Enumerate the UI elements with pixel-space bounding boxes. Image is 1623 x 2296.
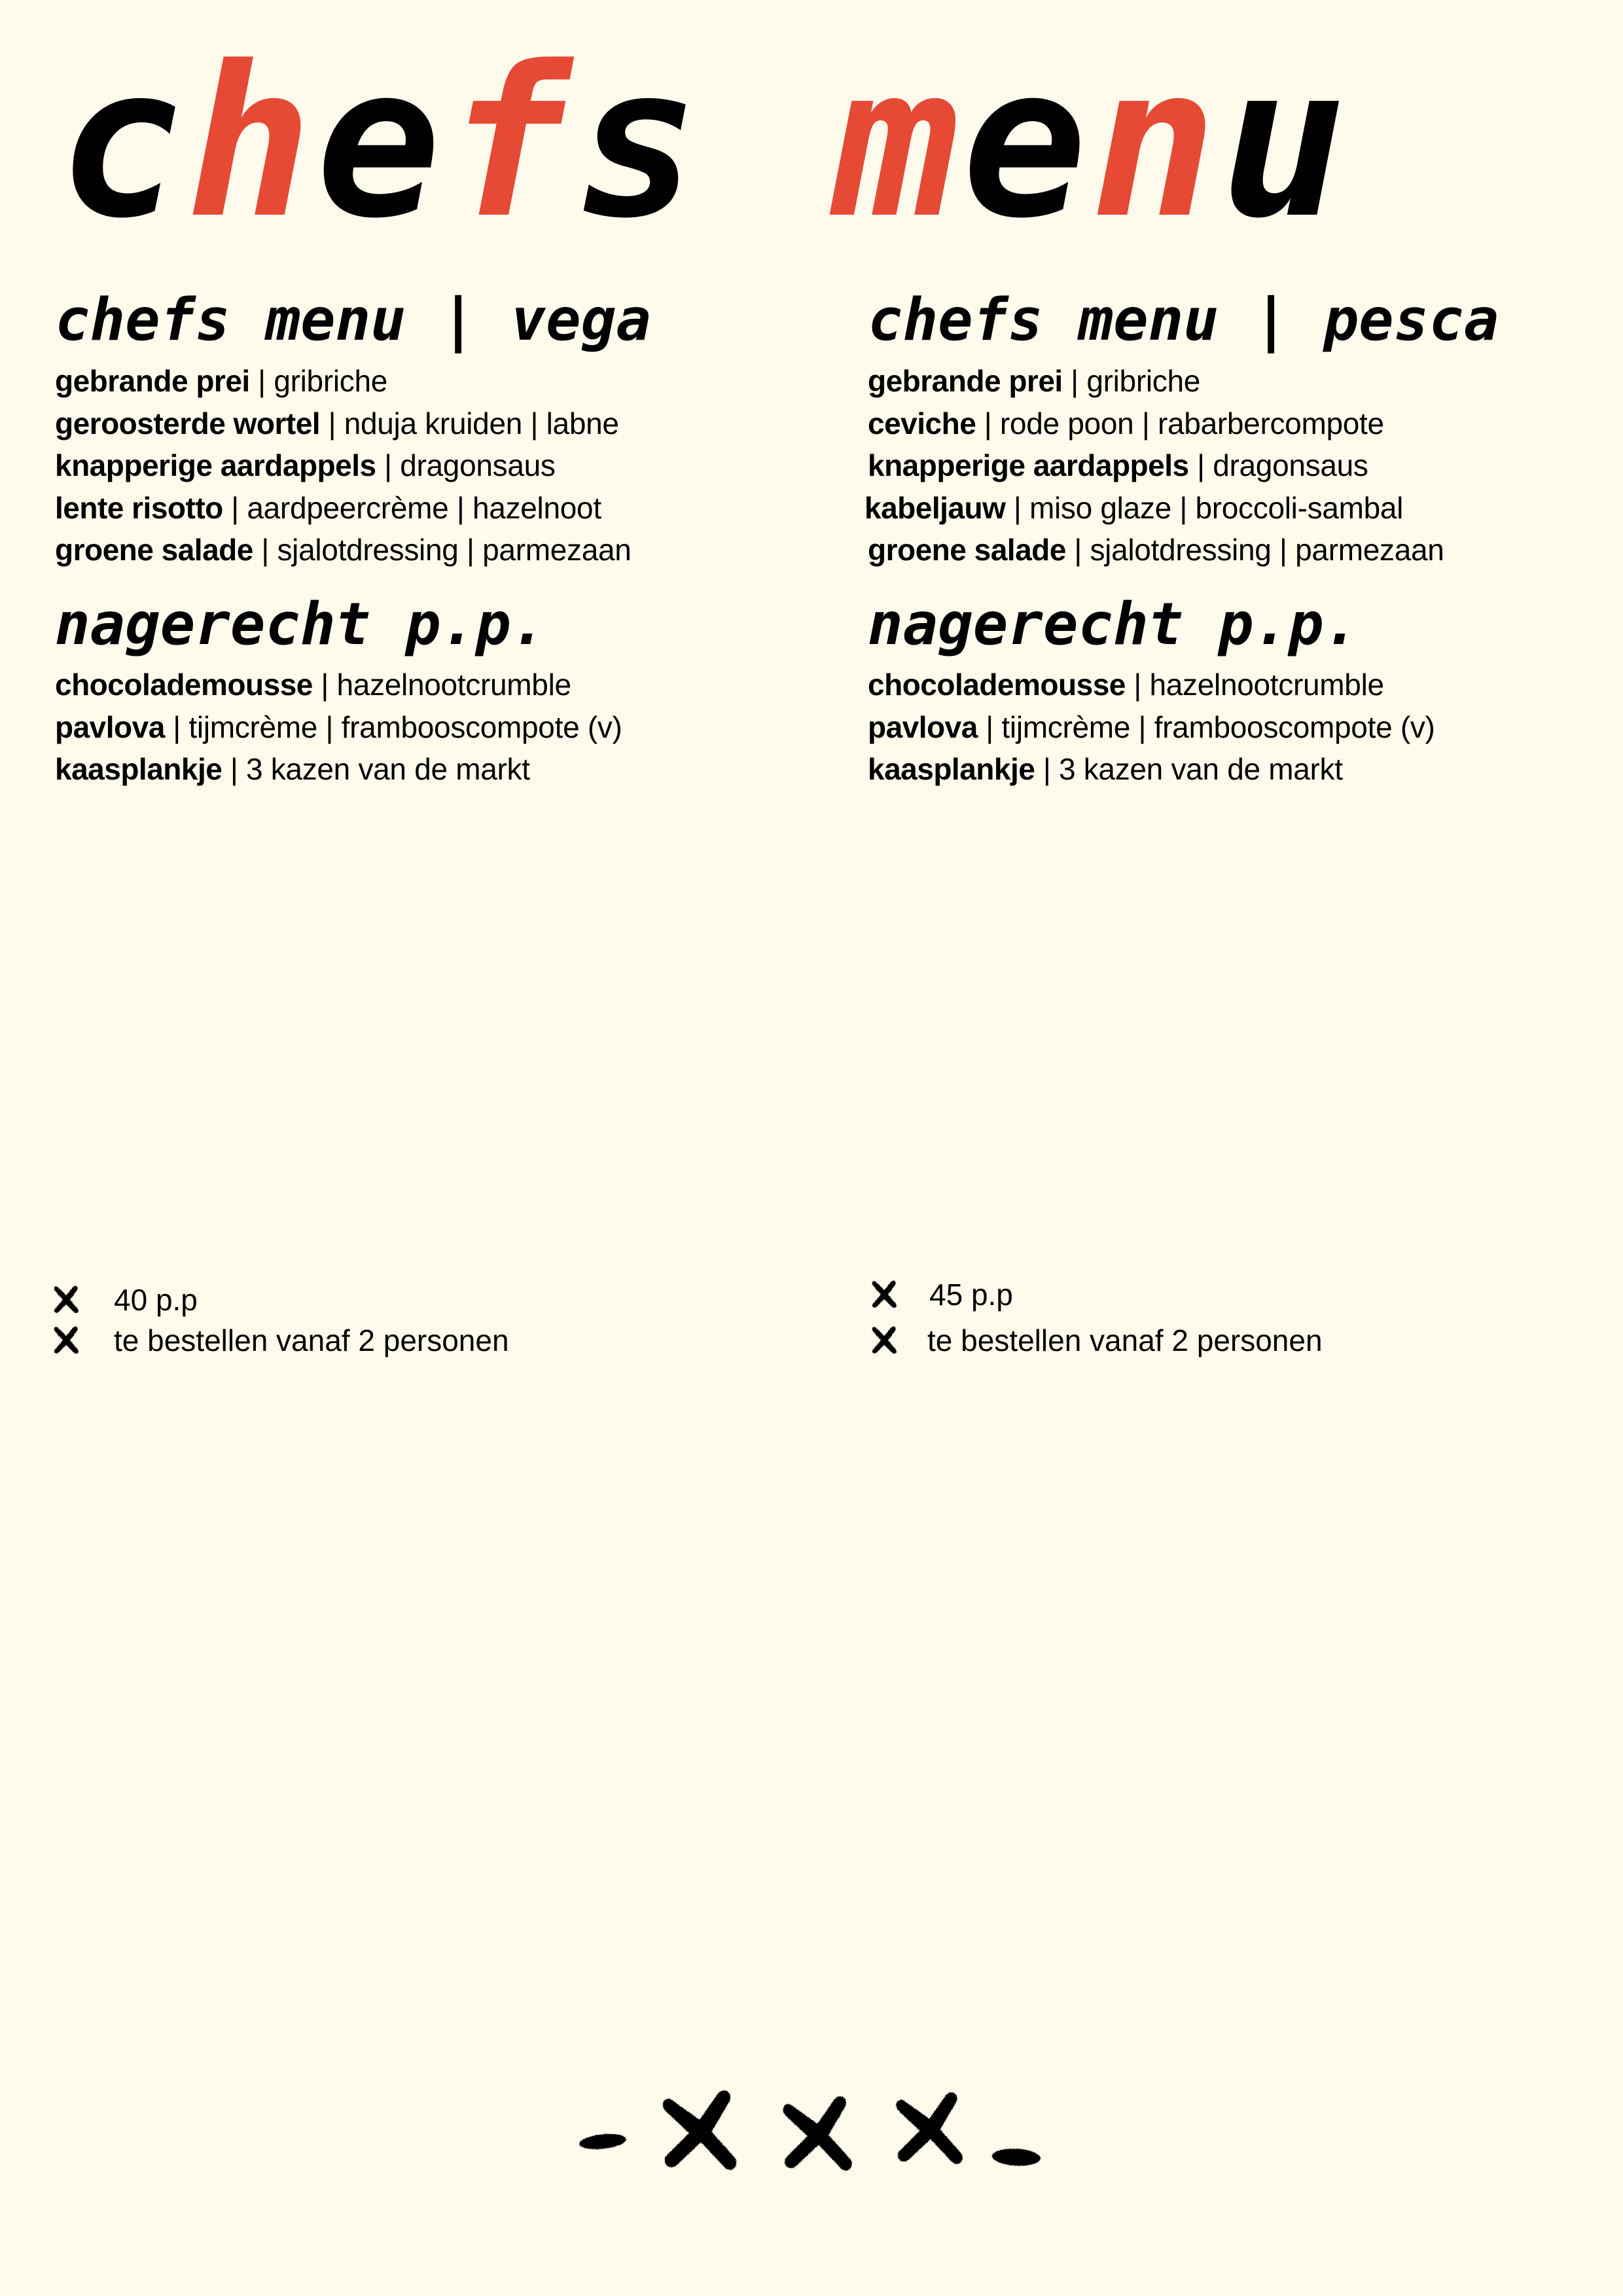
course-item <box>865 487 1444 529</box>
dish-description: | gribriche <box>1062 364 1201 398</box>
menu-heading-pesca: chefs menu | pesca <box>868 285 1499 353</box>
dessert-item <box>868 664 1435 706</box>
dessert-list-vega <box>55 664 622 791</box>
dish-name: lente risotto <box>55 490 223 525</box>
dessert-item <box>868 706 1435 749</box>
dessert-name: kaasplankje <box>868 752 1035 787</box>
course-item <box>55 403 632 445</box>
dessert-name: chocolademousse <box>55 668 313 702</box>
title-letter-e2: e <box>962 22 1092 264</box>
course-list-pesca <box>865 360 1444 571</box>
note-minimum-persons <box>50 1322 509 1361</box>
note-minimum-persons <box>868 1322 1323 1361</box>
menu-heading-vega: chefs menu | vega <box>55 285 651 353</box>
dessert-item <box>55 748 622 791</box>
dish-name: groene salade <box>868 533 1066 567</box>
dish-name: knapperige aardappels <box>55 448 376 483</box>
dessert-heading-vega: nagerecht p.p. <box>55 590 546 658</box>
course-item <box>55 487 632 529</box>
dessert-description: | hazelnootcrumble <box>312 668 571 702</box>
dessert-list-pesca <box>868 664 1435 791</box>
dish-name: groene salade <box>55 533 253 567</box>
title-letter-n: n <box>1091 22 1221 264</box>
title-letter-c: c <box>58 22 187 264</box>
dish-name: gebrande prei <box>55 364 250 398</box>
course-item <box>55 529 632 571</box>
dessert-description: | hazelnootcrumble <box>1125 668 1384 702</box>
dish-name: gebrande prei <box>868 364 1063 398</box>
dish-description: | aardpeercrème | hazelnoot <box>223 490 601 525</box>
dash-right-icon <box>991 2147 1041 2167</box>
dessert-heading-pesca: nagerecht p.p. <box>868 590 1359 658</box>
x-mark-icon <box>50 1323 82 1356</box>
dessert-name: pavlova <box>55 709 165 744</box>
title-letter-s: s <box>574 22 704 264</box>
title-space <box>704 22 832 264</box>
dish-name: ceviche <box>868 406 976 440</box>
dish-description: | sjalotdressing | parmezaan <box>253 533 632 567</box>
course-item <box>868 529 1444 571</box>
x-mark-icon <box>783 2096 851 2170</box>
course-item <box>868 360 1444 403</box>
course-item <box>868 403 1444 445</box>
dessert-description: | tijmcrème | frambooscompote (v) <box>977 709 1435 744</box>
x-mark-icon <box>663 2090 736 2170</box>
note-text: te bestellen vanaf 2 personen <box>114 1323 509 1357</box>
dessert-name: kaasplankje <box>55 752 223 787</box>
note-price <box>50 1282 198 1321</box>
course-list-vega <box>55 360 632 571</box>
dish-name: knapperige aardappels <box>868 448 1189 483</box>
note-text: te bestellen vanaf 2 personen <box>927 1323 1323 1357</box>
dash-left-icon <box>579 2132 627 2151</box>
title-letter-u: u <box>1221 22 1350 264</box>
dish-description: | nduja kruiden | labne <box>320 406 619 440</box>
dish-description: | rode poon | rabarbercompote <box>976 406 1384 440</box>
x-mark-icon <box>868 1278 901 1310</box>
dessert-item <box>868 748 1435 791</box>
dessert-description: | 3 kazen van de markt <box>222 752 530 787</box>
dessert-name: pavlova <box>868 709 978 744</box>
page-title <box>58 18 1350 267</box>
dish-description: | miso glaze | broccoli-sambal <box>1005 490 1404 525</box>
x-mark-icon <box>50 1283 82 1316</box>
dessert-description: | tijmcrème | frambooscompote (v) <box>164 709 622 744</box>
course-item <box>868 444 1444 487</box>
course-item <box>55 360 632 403</box>
x-mark-icon <box>896 2092 962 2164</box>
title-letter-m: m <box>832 22 963 264</box>
note-text: 45 p.p <box>929 1278 1013 1312</box>
dessert-description: | 3 kazen van de markt <box>1035 752 1343 787</box>
dish-name: kabeljauw <box>865 490 1006 525</box>
dessert-name: chocolademousse <box>868 668 1126 702</box>
title-letter-f: f <box>445 22 575 264</box>
note-price <box>868 1276 1013 1316</box>
dish-name: geroosterde wortel <box>55 406 321 440</box>
dish-description: | sjalotdressing | parmezaan <box>1065 533 1444 567</box>
dish-description: | gribriche <box>249 364 388 398</box>
x-mark-icon <box>868 1323 901 1356</box>
note-text: 40 p.p <box>114 1283 198 1317</box>
course-item <box>55 444 632 487</box>
dessert-item <box>55 706 622 749</box>
hand-drawn-xxx-divider-icon <box>576 2081 1047 2179</box>
dish-description: | dragonsaus <box>1188 448 1368 483</box>
title-letter-e: e <box>315 22 446 264</box>
dessert-item <box>55 664 622 706</box>
title-letter-h: h <box>187 22 316 264</box>
dish-description: | dragonsaus <box>376 448 556 483</box>
